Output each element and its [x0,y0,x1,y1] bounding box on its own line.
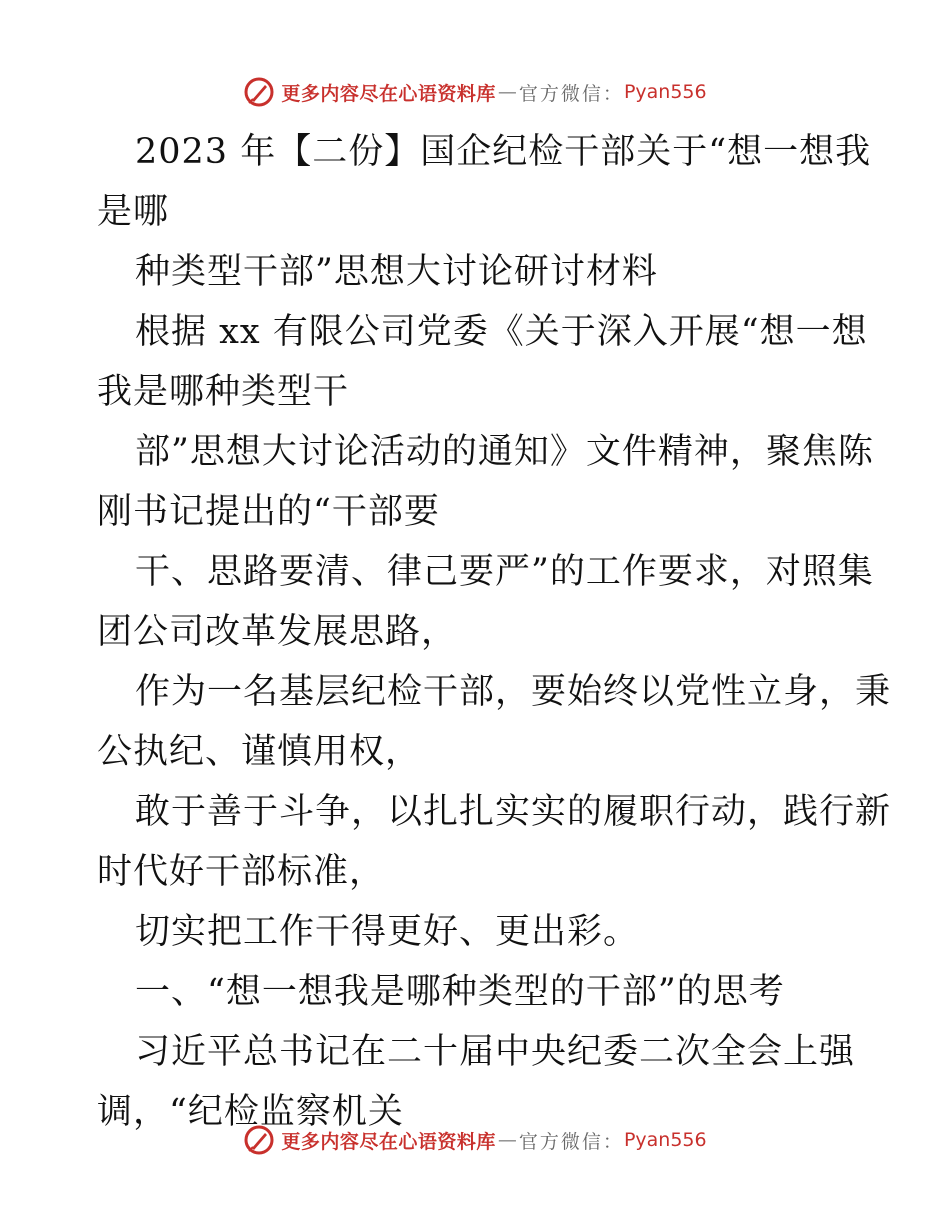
header-wechat-id: Pyan556 [623,81,707,103]
paragraph-line: 部”思想大讨论活动的通知》文件精神，聚焦陈 [135,432,874,472]
paragraph-line: 根据 xx 有限公司党委《关于深入开展“想一想 [135,312,868,352]
paragraph-line: 时代好干部标准， [97,852,386,892]
quill-pen-logo-icon [243,1124,275,1156]
document-title-line-1: 2023 年【二份】国企纪检干部关于“想一想我 [135,132,872,172]
footer-brand-text: 更多内容尽在心语资料库 [281,1130,496,1153]
footer-wechat-id: Pyan556 [623,1129,707,1151]
header-brand-text: 更多内容尽在心语资料库 [281,82,496,105]
paragraph-line: 习近平总书记在二十届中央纪委二次全会上强 [135,1032,856,1072]
paragraph-line: 切实把工作干得更好、更出彩。 [135,912,640,952]
header-official-label: 官方微信： [518,82,624,105]
paragraph-line: 我是哪种类型干 [97,372,350,412]
paragraph-line: 团公司改革发展思路， [97,612,458,652]
paragraph-line: 干、思路要清、律己要严”的工作要求，对照集 [135,552,874,592]
footer-official-label: 官方微信： [518,1130,624,1153]
paragraph-line: 刚书记提出的“干部要 [97,492,440,532]
paragraph-line: 公执纪、谨慎用权， [97,732,422,772]
quill-pen-logo-icon [243,76,275,108]
footer-watermark [0,1120,950,1160]
paragraph-line: 调，“纪检监察机关 [97,1092,404,1132]
document-title-line-3: 种类型干部”思想大讨论研讨材料 [135,252,658,292]
document-body [97,122,892,1142]
header-dash: — [497,81,517,103]
header-watermark [0,72,950,112]
paragraph-line: 作为一名基层纪检干部，要始终以党性立身，秉 [135,672,892,712]
section-heading: 一、“想一想我是哪种类型的干部”的思考 [135,972,785,1012]
document-title-line-2: 是哪 [97,192,170,232]
paragraph-line: 敢于善于斗争，以扎扎实实的履职行动，践行新 [135,792,892,832]
footer-dash: — [497,1129,517,1151]
